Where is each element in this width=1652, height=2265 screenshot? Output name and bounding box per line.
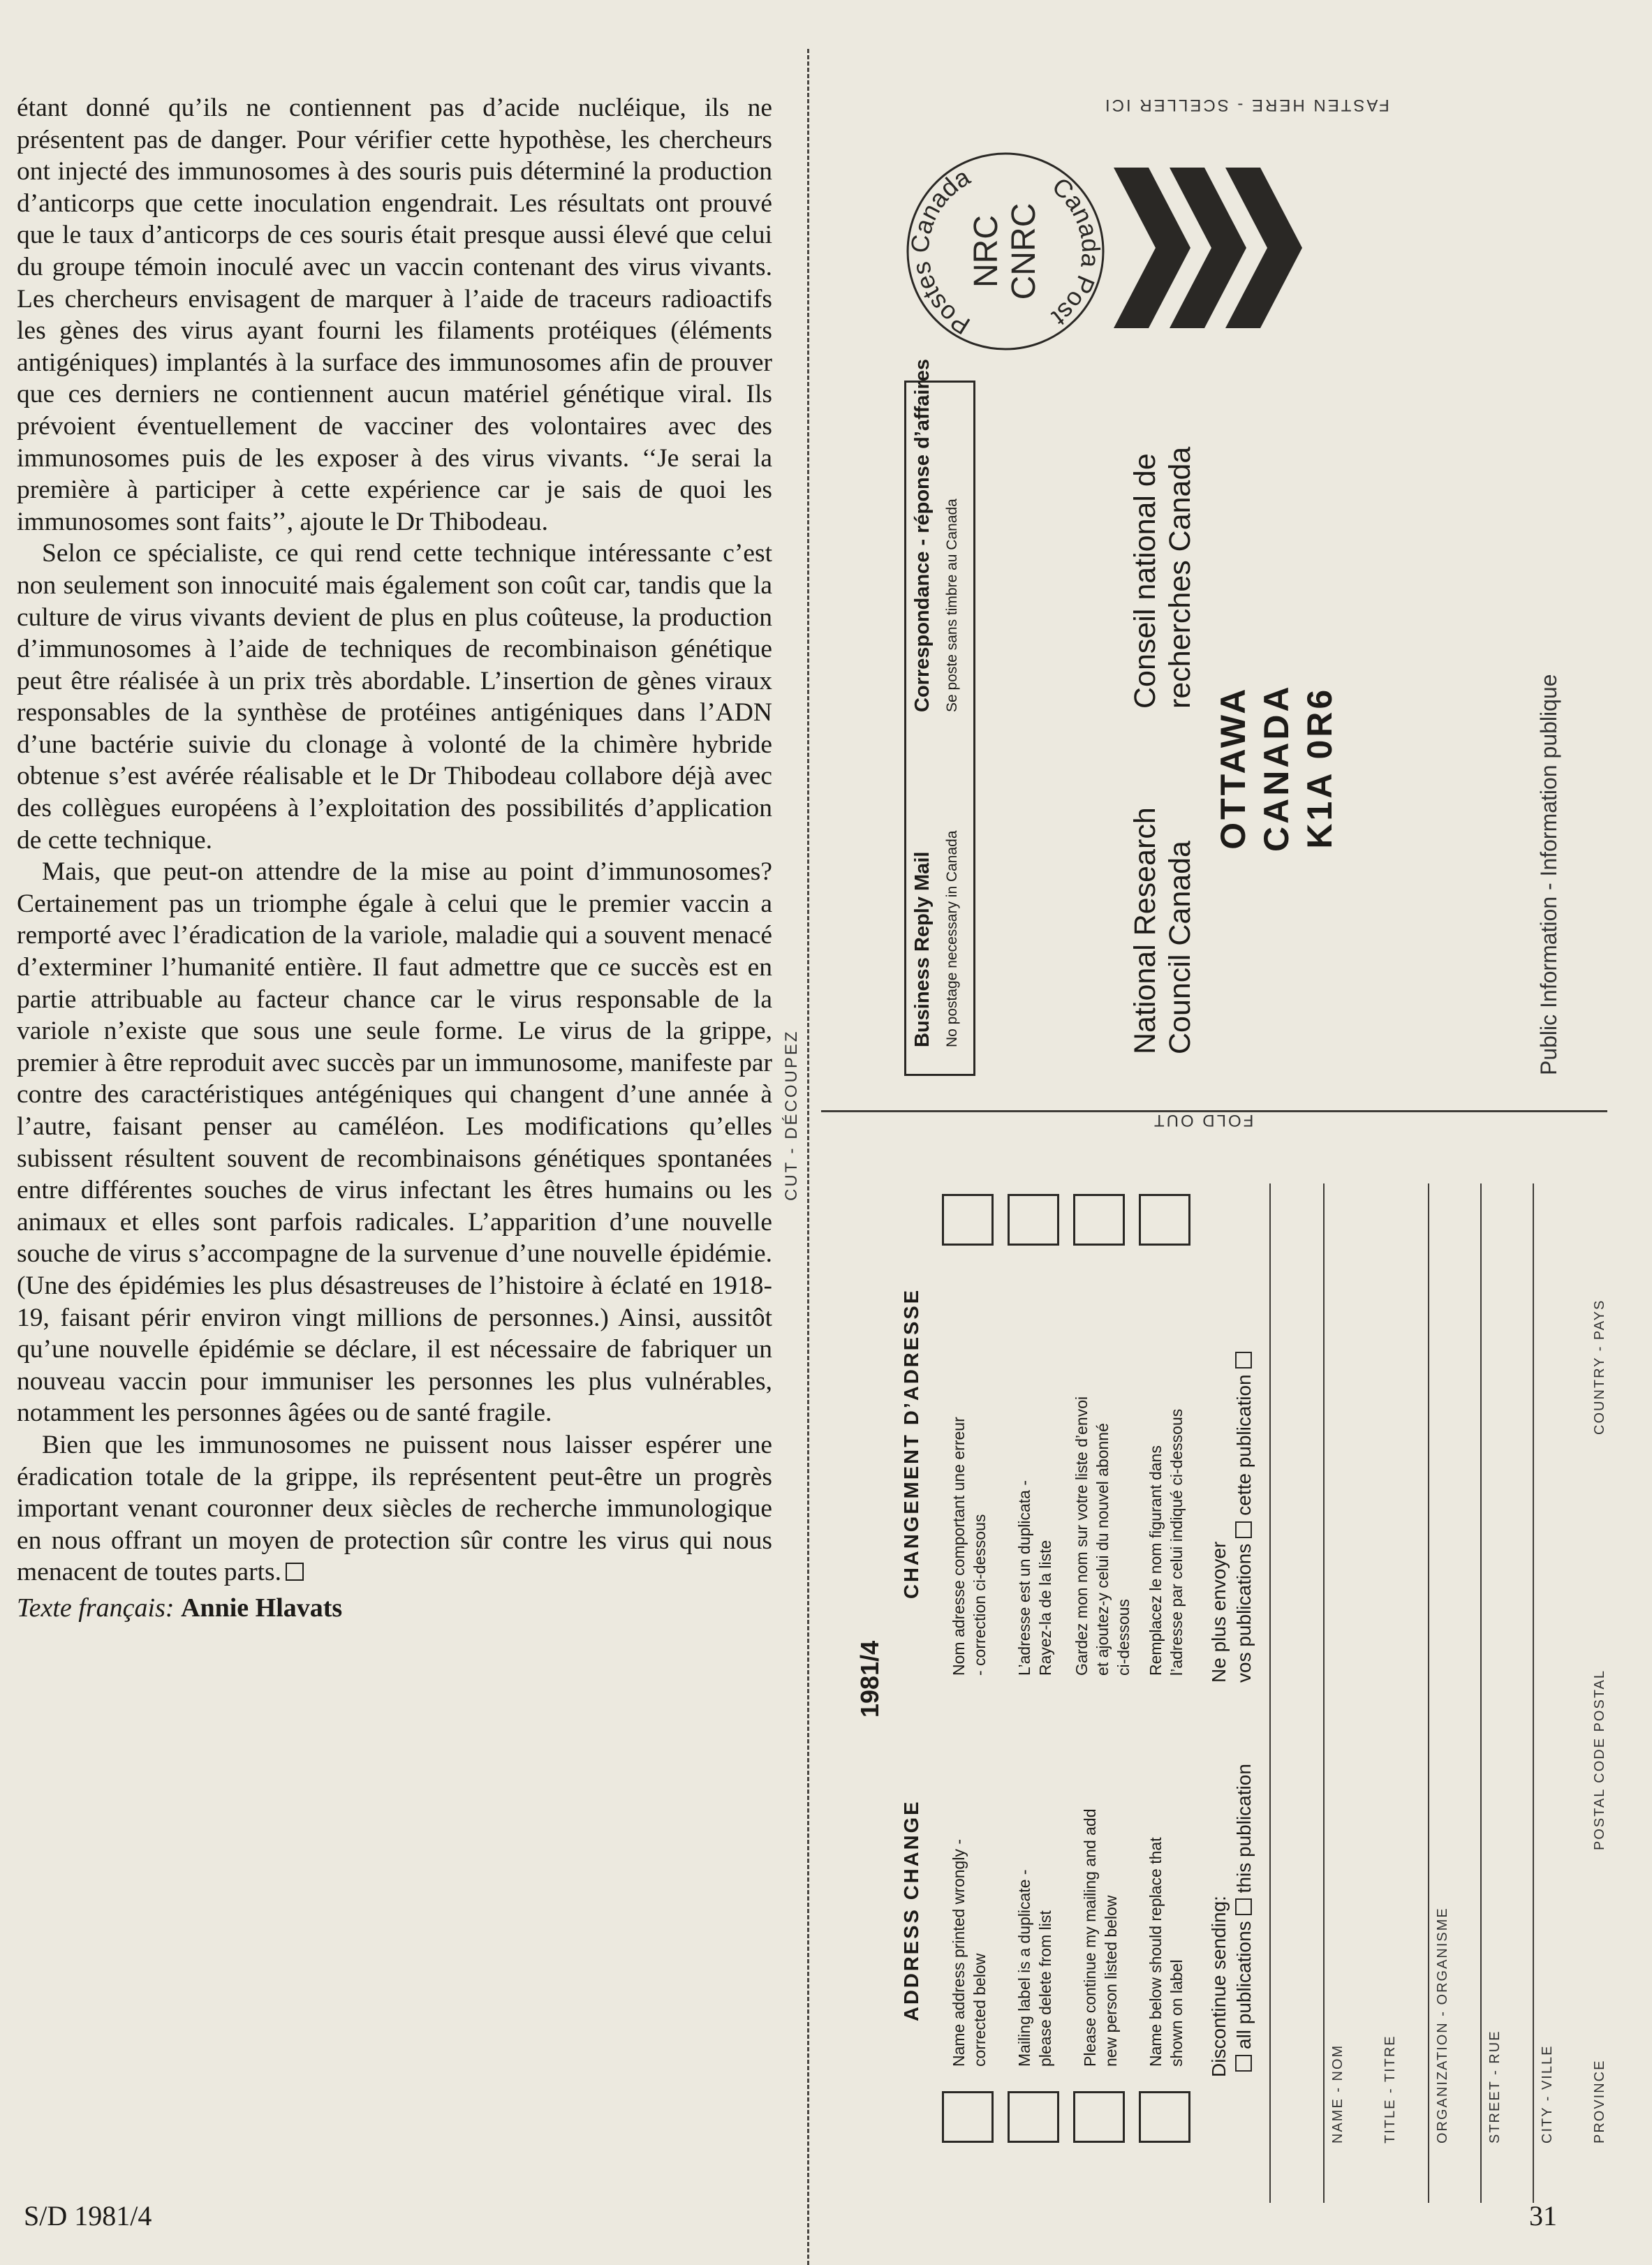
org-fr-line: recherches Canada xyxy=(1163,446,1197,709)
option-line: Gardez mon nom sur votre liste d’envoi xyxy=(1072,1396,1091,1676)
discontinue-en-label: Discontinue sending: xyxy=(1208,1896,1230,2077)
option-line: Name below should replace that xyxy=(1146,1837,1165,2067)
field-label-street: STREET - RUE xyxy=(1487,2030,1503,2144)
discontinue-en-options xyxy=(1232,1764,1257,2077)
option-line: Rayez-la de la liste xyxy=(1036,1540,1054,1676)
option-line: l’adresse par celui indiqué ci-dessous xyxy=(1167,1408,1186,1676)
org-en-line: Council Canada xyxy=(1163,841,1197,1054)
address-change-title: ADDRESS CHANGE xyxy=(901,1799,923,2021)
field-label-province: PROVINCE xyxy=(1592,2059,1607,2144)
chevron-arrows-icon xyxy=(1114,168,1309,328)
option-checkbox-3[interactable] xyxy=(1073,2091,1125,2143)
option-fr-3 xyxy=(1071,1396,1134,1676)
option-line: Nom adresse comportant une erreur xyxy=(950,1417,968,1676)
public-information: Public Information - Information publique xyxy=(1536,674,1561,1075)
option-en-4 xyxy=(1145,1837,1187,2067)
postmark-stamp xyxy=(901,147,1110,356)
translation-credit xyxy=(17,1593,772,1625)
reply-fr-sub: Se poste sans timbre au Canada xyxy=(944,499,960,712)
form-year: 1981/4 xyxy=(855,1640,884,1718)
option-line: L’adresse est un duplicata - xyxy=(1015,1480,1033,1676)
mailing-address xyxy=(1211,684,1341,852)
address-country: CANADA xyxy=(1257,684,1296,852)
article-column xyxy=(17,92,772,1625)
option-en-3 xyxy=(1079,1808,1121,2067)
option-line: - correction ci-dessous xyxy=(971,1514,989,1676)
option-checkbox-fr-1[interactable] xyxy=(942,1194,994,1246)
field-label-postal-code: POSTAL CODE POSTAL xyxy=(1592,1669,1607,1850)
option-en-2 xyxy=(1014,1869,1056,2067)
vos-publications-checkbox[interactable] xyxy=(1235,1521,1252,1538)
field-label-title: TITLE - TITRE xyxy=(1382,2035,1398,2144)
option-line: et ajoutez-y celui du nouvel abonné xyxy=(1093,1423,1112,1676)
discontinue-fr-options xyxy=(1232,1346,1257,1683)
field-line-name[interactable] xyxy=(1269,1183,1271,2203)
cut-line xyxy=(807,49,809,2265)
fold-out-label: FOLD OUT xyxy=(1152,1111,1254,1130)
stamp-ring-bottom: Canada Post xyxy=(1047,171,1106,332)
cette-publication-checkbox[interactable] xyxy=(1235,1352,1252,1368)
field-label-name: NAME - NOM xyxy=(1330,2044,1345,2144)
option-line: new person listed below xyxy=(1102,1895,1120,2067)
end-mark-icon xyxy=(286,1563,304,1581)
reply-en-sub: No postage necessary in Canada xyxy=(944,830,960,1047)
option-checkbox-4[interactable] xyxy=(1139,2091,1190,2143)
option-line: shown on label xyxy=(1167,1959,1186,2067)
option-fr-4 xyxy=(1145,1409,1187,1676)
all-publications-checkbox[interactable] xyxy=(1235,2055,1252,2072)
option-fr-1 xyxy=(948,1417,990,1676)
address-postal-code: K1A 0R6 xyxy=(1300,686,1339,849)
address-city: OTTAWA xyxy=(1214,686,1253,850)
discontinue-en xyxy=(1207,1764,1257,2077)
article-paragraph: étant donné qu’ils ne contiennent pas d’acide nucléique, ils ne présentent pas de danger. Pour vérifier cette hypothèse, les chercheurs ont injecté des immunosomes à des souris puis déterminé la production d’anticorps que cette inoculation engendrait. Les résultats ont prouvé que le taux d’anticorps de ces souris était presque aussi élevé que celui du groupe témoin inoculé avec un vaccin contenant des virus vivants. Les chercheurs envisagent de marquer à l’aide de traceurs radioactifs les gènes des virus ayant fourni les filaments protéiques (éléments antigéniques) implantés à la surface des immunosomes afin de prouver que ces derniers ne contiennent aucun matériel génétique viral. Ils prévoient éventuellement de vacciner des volontaires avec des immunosomes puis de les exposer à des virus vivants. ‘‘Je serai la première à participer à cette expérience car je sais de quoi les immunosomes sont faits’’, ajoute le Dr Thibodeau. xyxy=(17,94,772,536)
option-checkbox-1[interactable] xyxy=(942,2091,994,2143)
option-line: Please continue my mailing and add xyxy=(1081,1808,1099,2067)
option-checkbox-fr-4[interactable] xyxy=(1139,1194,1190,1246)
discontinue-fr xyxy=(1207,1346,1257,1683)
cut-label: CUT - DÉCOUPEZ xyxy=(782,1029,801,1201)
credit-name: Annie Hlavats xyxy=(181,1593,343,1623)
org-name-en xyxy=(1128,807,1197,1054)
field-label-organization: ORGANIZATION - ORGANISME xyxy=(1435,1907,1450,2144)
option-checkbox-fr-3[interactable] xyxy=(1073,1194,1125,1246)
option-line: Remplacez le nom figurant dans xyxy=(1146,1445,1165,1676)
fasten-label: FASTEN HERE - SCELLER ICI xyxy=(1103,96,1389,115)
article-paragraph: Selon ce spécialiste, ce qui rend cette technique intéressante c’est non seulement son innocuité mais également son coût car, tandis que la culture de virus vivants devient de plus en plus coûteuse, la production d’immunosomes à l’aide de techniques de recombinaison génétique peut être réalisée à un prix très abordable. L’insertion de gènes viraux responsables de la synthèse de protéines antigéniques dans l’ADN d’une bactérie suivie du clonage à volonté de la chimère hybride obtenue s’est avérée réalisable et le Dr Thibodeau collabore déjà avec des collègues européens à l’exploitation des possibilités d’application de cette technique. xyxy=(17,539,772,855)
option-line: Name address printed wrongly - xyxy=(950,1839,968,2067)
option-line: please delete from list xyxy=(1036,1910,1054,2067)
article-paragraph-last xyxy=(17,1429,772,1588)
field-line-city[interactable] xyxy=(1533,1183,1534,2203)
cette-publication-label: cette publication xyxy=(1233,1374,1255,1516)
stamp-ring-top: Postes Canada xyxy=(905,162,975,341)
vos-publications-label: vos publications xyxy=(1233,1543,1255,1683)
option-line: Mailing label is a duplicate - xyxy=(1015,1869,1033,2067)
reply-fr-title: Correspondance - réponse d’affaires xyxy=(911,358,934,712)
field-line-title[interactable] xyxy=(1323,1183,1325,2203)
org-fr-line: Conseil national de xyxy=(1128,453,1162,709)
footer-page-number: 31 xyxy=(1529,2200,1557,2231)
option-line: ci-dessous xyxy=(1114,1599,1133,1676)
this-publication-checkbox[interactable] xyxy=(1235,1898,1252,1915)
footer-issue: S/D 1981/4 xyxy=(24,2200,152,2231)
article-paragraph-text: Bien que les immunosomes ne puissent nous laisser espérer une éradication totale de la grippe, ils représentent peut-être un progrès important venant couronner deux siècles de recherche immunologique en nous offrant un moyen de protection sûr contre les virus qui nous menacent de toutes parts. xyxy=(17,1430,772,1587)
field-label-country: COUNTRY - PAYS xyxy=(1592,1299,1607,1435)
field-label-city: CITY - VILLE xyxy=(1540,2044,1555,2144)
field-line-organization[interactable] xyxy=(1428,1183,1429,2203)
discontinue-fr-label: Ne plus envoyer xyxy=(1208,1541,1230,1683)
this-publication-label: this publication xyxy=(1233,1764,1255,1894)
field-line-street[interactable] xyxy=(1480,1183,1482,2203)
option-checkbox-2[interactable] xyxy=(1008,2091,1059,2143)
stamp-center-1: NRC xyxy=(968,215,1005,288)
org-name-fr xyxy=(1128,447,1197,709)
option-line: corrected below xyxy=(971,1953,989,2067)
all-publications-label: all publications xyxy=(1233,1921,1255,2049)
option-en-1 xyxy=(948,1839,990,2067)
option-fr-2 xyxy=(1014,1480,1056,1676)
option-checkbox-fr-2[interactable] xyxy=(1008,1194,1059,1246)
article-paragraph: Mais, que peut-on attendre de la mise au point d’immunosomes? Certainement pas un triomphe égale à celui que le premier vaccin a remporté avec l’éradication de la variole, maladie qui a souvent menacé d’exterminer l’humanité entière. Il faut admettre que ce succès est en partie attribuable au facteur chance car le virus responsable de la variole n’existe que sous une seule forme. Le virus de la grippe, premier à être reproduit avec succès par un immunosome, manifeste par contre des caractéristiques antégéniques qui changent d’une année à l’autre, faisant penser au caméléon. Les modifications qu’elles subissent résultent souvent de recombinaisons génétiques spontanées entre différentes souches de virus infectant les êtres humains ou les animaux et elles sont parfois radicales. L’apparition d’une nouvelle souche de virus s’accompagne de la survenue d’une nouvelle épidémie. (Une des épidémies les plus désastreuses de l’histoire à éclaté en 1918-19, faisant périr environ vingt millions de personnes.) Ainsi, aussitôt qu’une nouvelle épidémie se déclare, il est nécessaire de fabriquer un nouveau vaccin pour immuniser les personnes les plus vulnérables, notamment les personnes âgées ou de santé fragile. xyxy=(17,857,772,1428)
credit-label: Texte français: xyxy=(17,1593,175,1623)
org-en-line: National Research xyxy=(1128,807,1162,1054)
changement-adresse-title: CHANGEMENT D’ADRESSE xyxy=(901,1288,923,1599)
reply-en-title: Business Reply Mail xyxy=(911,851,934,1047)
stamp-center-2: CNRC xyxy=(1005,202,1042,300)
